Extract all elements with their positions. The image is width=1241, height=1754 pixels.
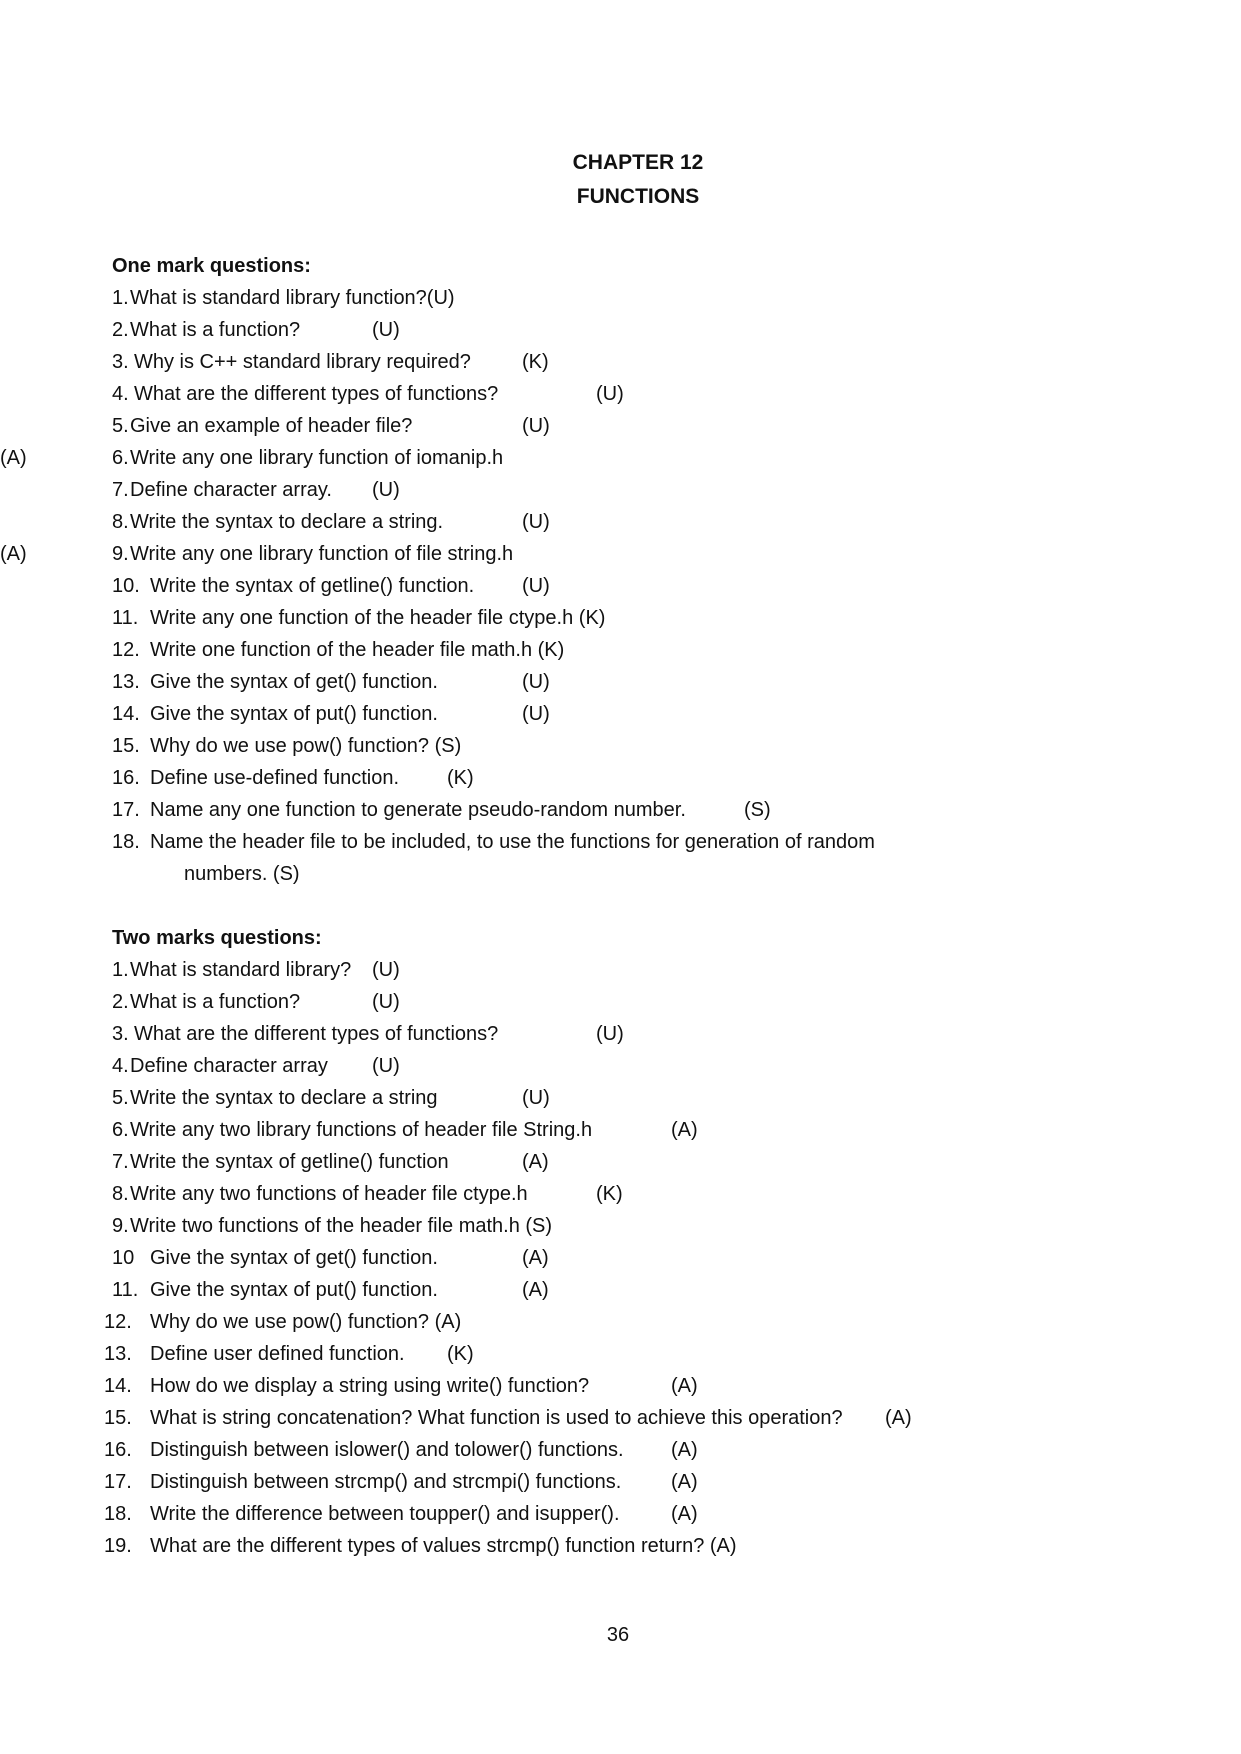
question-item — [104, 1434, 1104, 1466]
question-number: 5. — [112, 1087, 129, 1109]
question-number: 8. — [112, 511, 129, 533]
question-number: 2. — [112, 991, 129, 1013]
question-item — [112, 1178, 1112, 1210]
question-level-tag: (A) — [671, 1439, 698, 1461]
question-item — [112, 1210, 1112, 1242]
question-item — [112, 794, 1112, 826]
question-text: Write any one library function of file string.h — [130, 543, 514, 565]
question-item — [104, 1338, 1104, 1370]
question-item — [112, 762, 1112, 794]
section-title: One mark questions: — [112, 255, 311, 277]
question-item — [112, 954, 1112, 986]
question-level-tag: (U) — [372, 479, 400, 501]
question-level-tag: (U) — [372, 959, 400, 981]
question-number: 1. — [112, 959, 129, 981]
question-number: 9. — [112, 543, 129, 565]
question-level-tag: (U) — [522, 511, 550, 533]
question-item — [112, 666, 1112, 698]
question-number: 11. — [112, 1279, 139, 1301]
question-text: Write two functions of the header file math.h (S) — [130, 1215, 553, 1237]
chapter-number: CHAPTER 12 — [572, 151, 704, 174]
question-number: 4. — [112, 383, 129, 405]
question-level-tag: (U) — [372, 991, 400, 1013]
question-continuation: numbers. (S) — [184, 863, 300, 885]
question-level-tag: (U) — [522, 1087, 550, 1109]
question-item — [104, 1498, 1104, 1530]
question-text: Write any two functions of header file ctype.h — [130, 1183, 528, 1205]
question-number: 14. — [104, 1375, 132, 1397]
question-text: Why is C++ standard library required? — [134, 351, 471, 373]
question-item — [112, 602, 1112, 634]
question-text: What are the different types of values strcmp() function return? (A) — [150, 1535, 737, 1557]
question-level-tag: (A) — [671, 1119, 698, 1141]
question-level-tag: (U) — [372, 1055, 400, 1077]
question-level-tag: (K) — [596, 1183, 623, 1205]
question-level-tag: (A) — [522, 1247, 549, 1269]
question-text: Define user defined function. — [150, 1343, 405, 1365]
question-item — [104, 1530, 1104, 1562]
question-text: What is a function? — [130, 319, 301, 341]
question-number: 7. — [112, 1151, 129, 1173]
question-item — [112, 1274, 1112, 1306]
question-item — [112, 506, 1112, 538]
question-level-tag: (A) — [0, 543, 27, 565]
question-text: Distinguish between strcmp() and strcmpi() functions. — [150, 1471, 622, 1493]
question-text: Give an example of header file? — [130, 415, 413, 437]
question-number: 1. — [112, 287, 129, 309]
question-number: 10 — [112, 1247, 135, 1269]
question-item — [112, 986, 1112, 1018]
question-level-tag: (U) — [522, 703, 550, 725]
question-text: Define character array. — [130, 479, 332, 501]
question-level-tag: (U) — [596, 383, 624, 405]
question-text: Write the syntax to declare a string. — [130, 511, 444, 533]
question-item — [104, 1402, 1104, 1434]
question-item — [112, 346, 1112, 378]
question-text: Define use-defined function. — [150, 767, 400, 789]
question-number: 18. — [112, 831, 140, 853]
question-level-tag: (K) — [447, 1343, 474, 1365]
question-level-tag: (A) — [522, 1279, 549, 1301]
question-text: Why do we use pow() function? (A) — [150, 1311, 462, 1333]
question-text: What are the different types of functions? — [134, 1023, 499, 1045]
question-level-tag: (U) — [596, 1023, 624, 1045]
question-text: Give the syntax of get() function. — [150, 1247, 438, 1269]
question-item — [112, 1050, 1112, 1082]
question-text: Write any two library functions of header file String.h — [130, 1119, 593, 1141]
question-number: 7. — [112, 479, 129, 501]
question-text: What are the different types of functions? — [134, 383, 499, 405]
question-level-tag: (A) — [671, 1471, 698, 1493]
question-text: Write the syntax of getline() function. — [150, 575, 475, 597]
question-number: 3. — [112, 1023, 129, 1045]
question-number: 16. — [104, 1439, 132, 1461]
question-item — [104, 1306, 1104, 1338]
question-level-tag: (A) — [671, 1375, 698, 1397]
section-title: Two marks questions: — [112, 927, 322, 949]
question-text: Write any one library function of iomanip.h — [130, 447, 504, 469]
question-level-tag: (U) — [372, 319, 400, 341]
question-item — [104, 1466, 1104, 1498]
question-text: Why do we use pow() function? (S) — [150, 735, 462, 757]
question-text: Give the syntax of put() function. — [150, 1279, 438, 1301]
question-text: Give the syntax of get() function. — [150, 671, 438, 693]
question-number: 8. — [112, 1183, 129, 1205]
question-text: Write the syntax of getline() function — [130, 1151, 449, 1173]
question-text: Write the difference between toupper() and isupper(). — [150, 1503, 620, 1525]
question-text: Define character array — [130, 1055, 328, 1077]
question-level-tag: (U) — [522, 575, 550, 597]
question-number: 4. — [112, 1055, 129, 1077]
question-text: Name the header file to be included, to use the functions for generation of random — [150, 831, 875, 853]
question-text: What is standard library? — [130, 959, 352, 981]
question-number: 15. — [104, 1407, 132, 1429]
question-text: What is standard library function?(U) — [130, 287, 455, 309]
chapter-title: FUNCTIONS — [576, 185, 700, 208]
question-item — [112, 634, 1112, 666]
question-text: Write the syntax to declare a string — [130, 1087, 438, 1109]
question-item — [112, 1146, 1112, 1178]
question-item — [0, 538, 1112, 570]
question-item — [112, 730, 1112, 762]
question-item — [112, 378, 1112, 410]
question-text: Distinguish between islower() and tolower() functions. — [150, 1439, 624, 1461]
question-number: 14. — [112, 703, 140, 725]
question-item — [104, 1370, 1104, 1402]
question-item — [112, 474, 1112, 506]
question-number: 10. — [112, 575, 140, 597]
question-text: Write any one function of the header file ctype.h (K) — [150, 607, 606, 629]
question-item — [112, 1114, 1112, 1146]
question-number: 17. — [112, 799, 140, 821]
question-text: What is a function? — [130, 991, 301, 1013]
question-item — [0, 442, 1112, 474]
question-number: 12. — [112, 639, 140, 661]
question-level-tag: (U) — [522, 415, 550, 437]
question-number: 17. — [104, 1471, 132, 1493]
question-item — [112, 570, 1112, 602]
question-number: 13. — [112, 671, 140, 693]
question-number: 13. — [104, 1343, 132, 1365]
chapter-header — [0, 146, 1241, 214]
question-number: 9. — [112, 1215, 129, 1237]
question-item — [112, 314, 1112, 346]
question-number: 11. — [112, 607, 139, 629]
question-item — [112, 826, 1112, 890]
question-level-tag: (U) — [522, 671, 550, 693]
question-number: 2. — [112, 319, 129, 341]
question-text: How do we display a string using write() function? — [150, 1375, 590, 1397]
question-text: Name any one function to generate pseudo-random number. — [150, 799, 686, 821]
question-level-tag: (A) — [885, 1407, 912, 1429]
question-number: 19. — [104, 1535, 132, 1557]
question-number: 12. — [104, 1311, 132, 1333]
page-number: 36 — [606, 1624, 630, 1646]
question-item — [112, 698, 1112, 730]
question-text: Give the syntax of put() function. — [150, 703, 438, 725]
question-level-tag: (A) — [522, 1151, 549, 1173]
question-number: 5. — [112, 415, 129, 437]
question-level-tag: (K) — [447, 767, 474, 789]
question-level-tag: (K) — [522, 351, 549, 373]
question-number: 3. — [112, 351, 129, 373]
question-number: 6. — [112, 1119, 129, 1141]
question-number: 18. — [104, 1503, 132, 1525]
question-text: What is string concatenation? What function is used to achieve this operation? — [150, 1407, 843, 1429]
question-item — [112, 282, 1112, 314]
question-level-tag: (A) — [0, 447, 27, 469]
question-text: Write one function of the header file math.h (K) — [150, 639, 565, 661]
question-number: 15. — [112, 735, 140, 757]
question-item — [112, 410, 1112, 442]
question-number: 16. — [112, 767, 140, 789]
question-item — [112, 1018, 1112, 1050]
question-number: 6. — [112, 447, 129, 469]
question-item — [112, 1082, 1112, 1114]
question-item — [112, 1242, 1112, 1274]
question-level-tag: (A) — [671, 1503, 698, 1525]
question-level-tag: (S) — [744, 799, 771, 821]
